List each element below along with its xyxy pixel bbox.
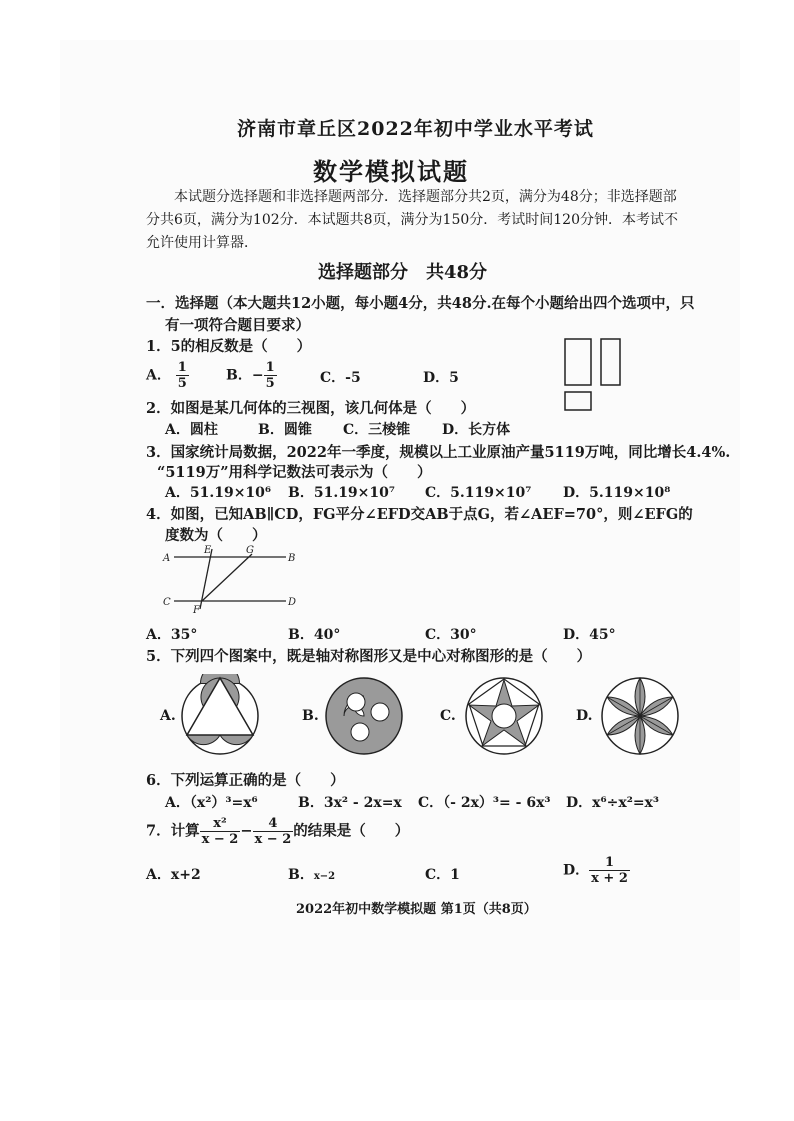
q5-option-c-label: C. — [440, 708, 456, 724]
q1-a-den: 5 — [177, 376, 187, 391]
q3-option-c: C．5.119×10⁷ — [425, 485, 532, 501]
q7-prefix: 7．计算 — [146, 822, 200, 840]
q7-fraction-2 — [253, 816, 294, 847]
q1-option-b — [226, 360, 277, 391]
part-heading: 一．选择题（本大题共12小题，每小题4分，共48分.在每个小题给出四个选项中，只 — [146, 295, 695, 312]
q7-d-label: D． — [563, 862, 590, 879]
exam-subtitle: 数学模拟试题 — [313, 157, 469, 186]
q4-label-f: F — [193, 605, 200, 615]
q5-stem: 5．下列四个图案中，既是轴对称图形又是中心对称图形的是（ ） — [146, 648, 592, 665]
q6-stem: 6．下列运算正确的是（ ） — [146, 772, 345, 789]
q1-a-num: 1 — [177, 360, 187, 375]
q5-option-b-label: B. — [302, 708, 319, 724]
part-heading-cont: 有一项符合题目要求） — [165, 317, 310, 334]
three-views-figure — [560, 336, 630, 414]
q5-figure-c — [462, 674, 546, 758]
q4-parallel-lines-figure — [160, 543, 300, 615]
q2-stem: 2．如图是某几何体的三视图，该几何体是（ ） — [146, 400, 476, 417]
q4-stem: 4．如图，已知AB∥CD，FG平分∠EFD交AB于点G，若∠AEF=70°，则∠EFG的 — [146, 506, 693, 523]
q1-b-num: 1 — [265, 360, 275, 375]
q5-option-d-label: D. — [576, 708, 593, 724]
q4-option-a: A．35° — [146, 627, 198, 643]
q7-b-label: B． — [288, 867, 314, 883]
q3-option-b: B．51.19×10⁷ — [288, 485, 396, 501]
q4-option-b: B．40° — [288, 627, 341, 643]
q1-b-label: B． — [226, 367, 252, 384]
q1-a-label: A． — [146, 367, 171, 384]
q7-f1-num: x² — [200, 816, 241, 832]
q7-option-c: C．1 — [425, 867, 460, 883]
q2-option-d: D．长方体 — [442, 422, 511, 438]
page-footer: 2022年初中数学模拟题 第1页（共8页） — [296, 902, 537, 917]
q7-minus: − — [240, 822, 253, 840]
q7-stem — [146, 816, 409, 847]
q7-d-fraction — [589, 855, 630, 886]
q6-option-a: A．（x²）³=x⁶ — [165, 795, 258, 811]
q4-label-c: C — [163, 597, 171, 608]
q7-fraction-1 — [200, 816, 241, 847]
q4-label-a: A — [163, 553, 171, 564]
q2-option-a: A．圆柱 — [165, 422, 218, 438]
exam-title: 济南市章丘区2022年初中学业水平考试 — [237, 118, 594, 140]
q1-stem: 1．5的相反数是（ ） — [146, 338, 312, 355]
intro-paragraph: 本试题分选择题和非选择题两部分．选择题部分共2页，满分为48分；非选择题部分共6页，满分为102分．本试题共8页，满分为150分．考试时间120分钟．本考试不允许使用计算器． — [146, 189, 678, 251]
q7-f1-den: x − 2 — [201, 832, 239, 847]
q4-option-d: D．45° — [563, 627, 616, 643]
q7-suffix: 的结果是（ ） — [293, 822, 410, 840]
q1-b-fraction — [264, 360, 277, 391]
q1-a-fraction — [176, 360, 189, 391]
q5-figure-d — [598, 674, 682, 758]
q2-option-c: C．三棱锥 — [343, 422, 411, 438]
q6-option-b: B．3x² - 2x=x — [298, 795, 402, 811]
q4-label-d: D — [288, 597, 297, 608]
q7-option-b — [288, 864, 335, 884]
q7-d-den: x + 2 — [591, 871, 628, 886]
q4-label-b: B — [288, 553, 296, 564]
q1-b-den: 5 — [265, 376, 275, 391]
q4-label-e: E — [204, 545, 212, 556]
q5-option-a-label: A. — [160, 708, 176, 724]
q4-stem-cont: 度数为（ ） — [165, 527, 267, 544]
q1-option-d: D．5 — [423, 370, 459, 386]
section-title: 选择题部分 共48分 — [318, 262, 488, 283]
q4-label-g: G — [246, 545, 254, 556]
q2-option-b: B．圆锥 — [258, 422, 312, 438]
q7-option-d — [563, 855, 630, 886]
q7-option-a: A．x+2 — [146, 867, 201, 883]
q4-option-c: C．30° — [425, 627, 477, 643]
q3-stem-cont: “5119万”用科学记数法可表示为（ ） — [157, 464, 432, 481]
q1-option-c: C．-5 — [320, 370, 361, 386]
q5-figure-b — [322, 674, 406, 758]
q6-option-c: C．（- 2x）³= - 6x³ — [418, 795, 551, 811]
q1-option-a — [146, 360, 189, 391]
q6-option-d: D．x⁶÷x²=x³ — [566, 795, 660, 811]
q1-b-sign: − — [251, 367, 264, 384]
q3-option-d: D．5.119×10⁸ — [563, 485, 671, 501]
q3-stem: 3．国家统计局数据，2022年一季度，规模以上工业原油产量5119万吨，同比增长4.4%. — [146, 444, 731, 461]
q7-f2-den: x − 2 — [254, 832, 292, 847]
q5-figure-a — [178, 674, 262, 758]
q7-b-value: x−2 — [313, 871, 336, 882]
q3-option-a: A．51.19×10⁶ — [165, 485, 272, 501]
q7-d-num: 1 — [589, 855, 630, 871]
q7-f2-num: 4 — [253, 816, 294, 832]
